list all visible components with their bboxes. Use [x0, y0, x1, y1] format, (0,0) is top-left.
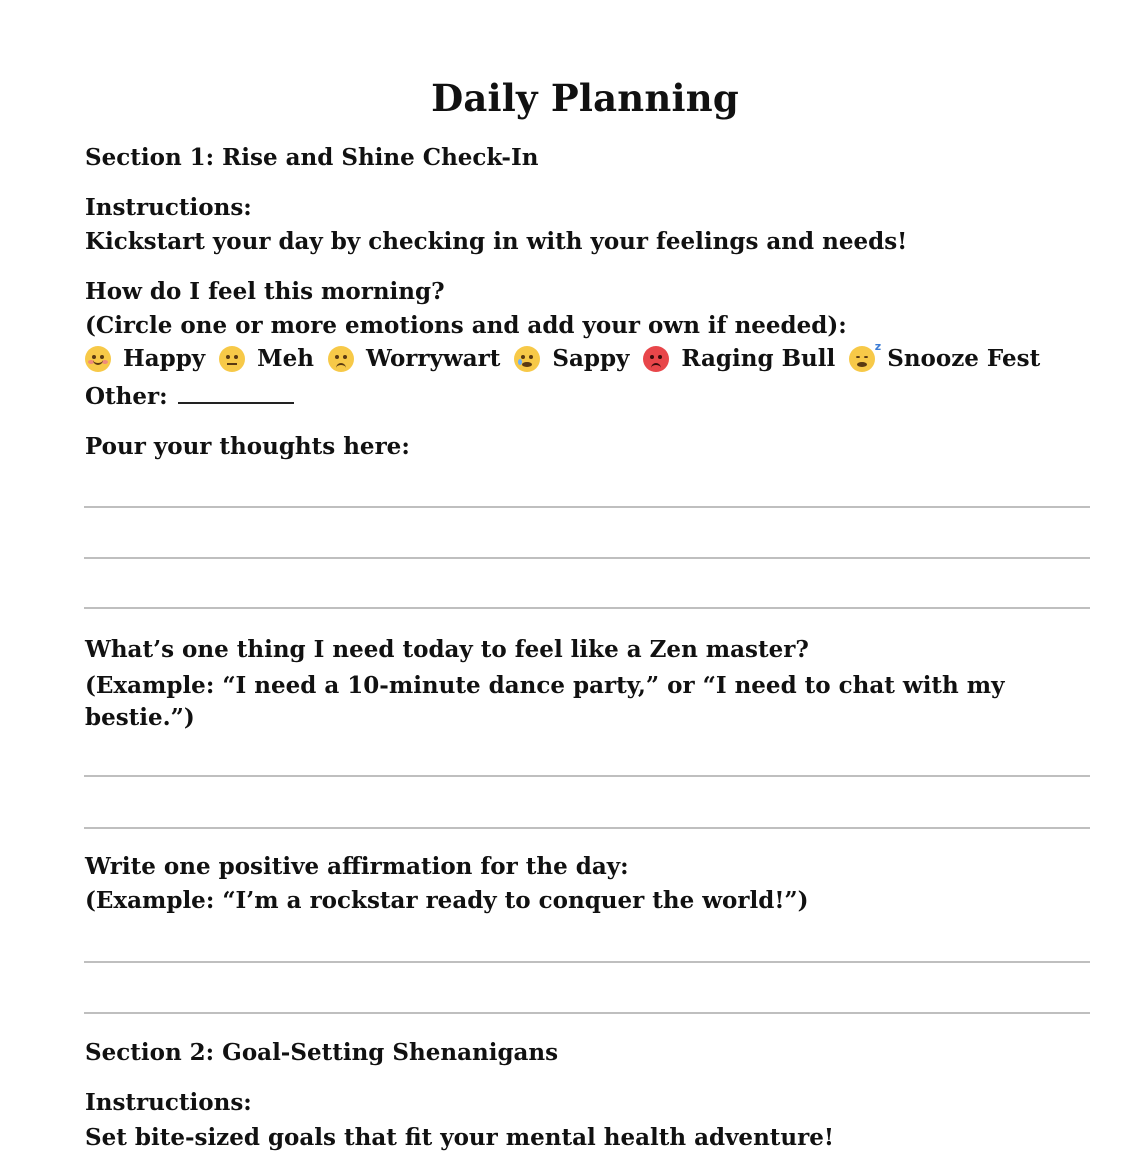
- emotion-label: Snooze Fest: [887, 345, 1041, 372]
- neutral-face-icon: [219, 346, 245, 372]
- worried-face-icon: [328, 346, 354, 372]
- sleepy-face-icon: z: [849, 346, 875, 372]
- emotion-option-sappy[interactable]: [514, 345, 629, 372]
- writing-line[interactable]: [84, 961, 1090, 963]
- section-2-instructions-label: Instructions:: [85, 1089, 252, 1116]
- affirmation-example: (Example: “I’m a rockstar ready to conquer the world!”): [85, 887, 809, 914]
- section-2-instructions-text: Set bite-sized goals that fit your mental health adventure!: [85, 1124, 834, 1151]
- writing-line[interactable]: [84, 775, 1090, 777]
- emotion-option-happy[interactable]: [85, 345, 205, 372]
- section-1-heading: Section 1: Rise and Shine Check-In: [85, 144, 539, 171]
- emotion-option-meh[interactable]: [219, 345, 314, 372]
- section-2-heading: Section 2: Goal-Setting Shenanigans: [85, 1039, 559, 1066]
- emotion-label: Happy: [123, 345, 206, 372]
- smiling-face-icon: [85, 346, 111, 372]
- other-emotion-row: [85, 383, 294, 410]
- page-title: Daily Planning: [431, 76, 739, 120]
- emotion-label: Worrywart: [366, 345, 501, 372]
- section-1-instructions-label: Instructions:: [85, 194, 252, 221]
- feel-hint: (Circle one or more emotions and add your own if needed):: [85, 312, 847, 339]
- other-emotion-blank[interactable]: [178, 384, 294, 404]
- emotion-label: Sappy: [552, 345, 630, 372]
- writing-line[interactable]: [84, 607, 1090, 609]
- writing-line[interactable]: [84, 827, 1090, 829]
- affirmation-question: Write one positive affirmation for the day:: [85, 853, 629, 880]
- angry-face-icon: [643, 346, 669, 372]
- thoughts-label: Pour your thoughts here:: [85, 433, 410, 460]
- emotion-option-raging-bull[interactable]: [643, 345, 835, 372]
- other-label: Other:: [85, 383, 168, 410]
- emotion-label: Raging Bull: [681, 345, 836, 372]
- writing-line[interactable]: [84, 506, 1090, 508]
- emotion-option-worrywart[interactable]: [328, 345, 500, 372]
- section-1-instructions-text: Kickstart your day by checking in with your feelings and needs!: [85, 228, 908, 255]
- need-example: (Example: “I need a 10-minute dance party,” or “I need to chat with my bestie.”): [85, 672, 1005, 731]
- emotion-options: [85, 339, 1041, 372]
- emotion-label: Meh: [257, 345, 314, 372]
- feel-question: How do I feel this morning?: [85, 278, 445, 305]
- emotion-option-snooze-fest[interactable]: [849, 339, 1041, 372]
- writing-line[interactable]: [84, 1012, 1090, 1014]
- writing-line[interactable]: [84, 557, 1090, 559]
- crying-face-icon: [514, 346, 540, 372]
- need-question: What’s one thing I need today to feel like a Zen master?: [85, 636, 809, 663]
